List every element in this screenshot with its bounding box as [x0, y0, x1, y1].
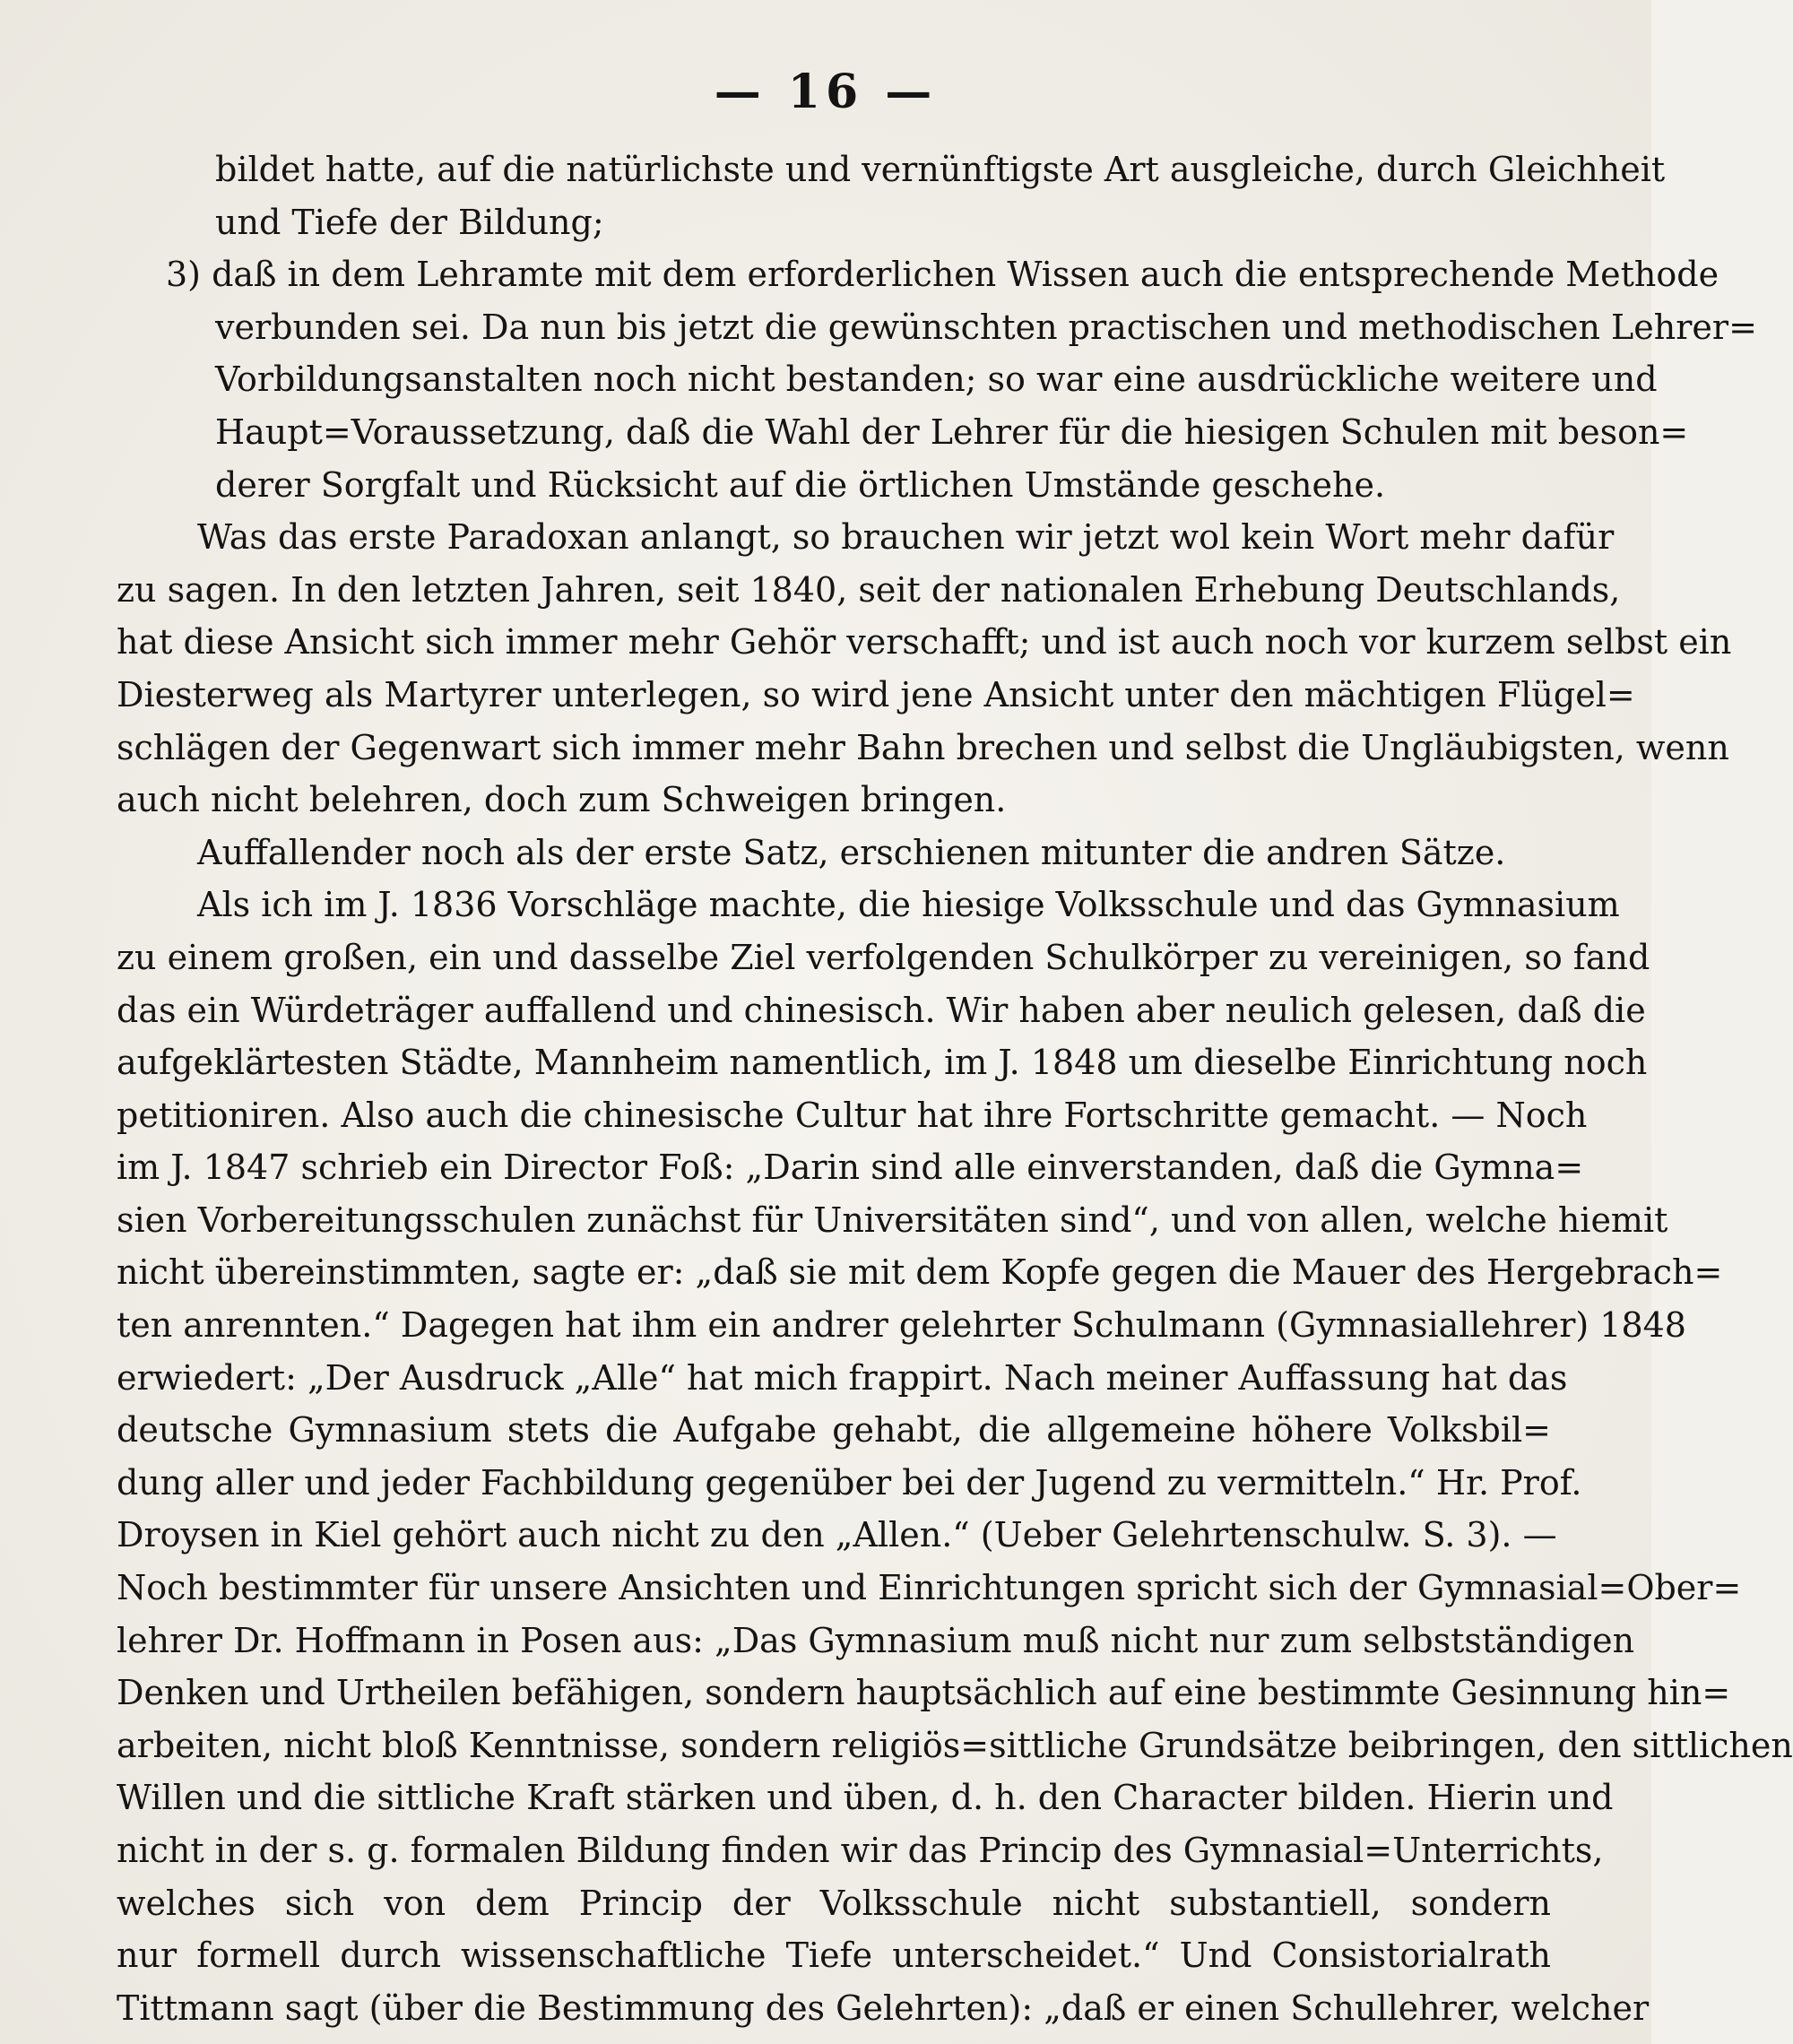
text-line: verbunden sei. Da nun bis jetzt die gewünschten practischen und methodischen Lehrer=	[215, 307, 1757, 347]
text-line: schlägen der Gegenwart sich immer mehr Bahn brechen und selbst die Ungläubigsten, wenn	[117, 727, 1729, 767]
text-line: aufgeklärtesten Städte, Mannheim namentlich, im J. 1848 um dieselbe Einrichtung noch	[117, 1043, 1648, 1083]
text-line: nur formell durch wissenschaftliche Tiefe unterscheidet.“ Und Consistorialrath	[117, 1936, 1551, 1976]
text-line: deutsche Gymnasium stets die Aufgabe gehabt, die allgemeine höhere Volksbil=	[117, 1410, 1551, 1451]
text-line: das ein Würdeträger auffallend und chinesisch. Wir haben aber neulich gelesen, daß die	[117, 990, 1646, 1030]
text-line: zu einem großen, ein und dasselbe Ziel verfolgenden Schulkörper zu vereinigen, so fand	[117, 937, 1650, 977]
text-line: lehrer Dr. Hoffmann in Posen aus: „Das Gymnasium muß nicht nur zum selbstständigen	[117, 1620, 1635, 1660]
text-line: sien Vorbereitungsschulen zunächst für Universitäten sind“, und von allen, welche hiemit	[117, 1200, 1668, 1240]
text-line: petitioniren. Also auch die chinesische Cultur hat ihre Fortschritte gemacht. — Noch	[117, 1095, 1588, 1135]
text-line: Denken und Urtheilen befähigen, sondern hauptsächlich auf eine bestimmte Gesinnung hin=	[117, 1673, 1731, 1713]
text-line: und Tiefe der Bildung;	[215, 202, 604, 242]
text-line: Vorbildungsanstalten noch nicht bestanden; so war eine ausdrückliche weitere und	[215, 359, 1658, 400]
text-line: Was das erste Paradoxan anlangt, so brauchen wir jetzt wol kein Wort mehr dafür	[197, 517, 1615, 558]
text-line: Diesterweg als Martyrer unterlegen, so wird jene Ansicht unter den mächtigen Flügel=	[117, 674, 1635, 715]
text-line: Als ich im J. 1836 Vorschläge machte, die hiesige Volksschule und das Gymnasium	[197, 885, 1620, 925]
page-body-text	[117, 143, 1793, 2034]
text-line: Noch bestimmter für unsere Ansichten und Einrichtungen spricht sich der Gymnasial=Ober=	[117, 1568, 1742, 1608]
text-line: erwiedert: „Der Ausdruck „Alle“ hat mich frappirt. Nach meiner Auffassung hat das	[117, 1357, 1568, 1398]
text-line: ten anrennten.“ Dagegen hat ihm ein andrer gelehrter Schulmann (Gymnasiallehrer) 1848	[117, 1305, 1686, 1346]
page-number: — 16 —	[714, 65, 938, 119]
text-line: bildet hatte, auf die natürlichste und vernünftigste Art ausgleiche, durch Gleichheit	[215, 150, 1666, 189]
text-line: welches sich von dem Princip der Volksschule nicht substantiell, sondern	[117, 1883, 1551, 1923]
text-line: nicht übereinstimmten, sagte er: „daß sie mit dem Kopfe gegen die Mauer des Hergebrach=	[117, 1252, 1723, 1293]
text-line: Droysen in Kiel gehört auch nicht zu den „Allen.“ (Ueber Gelehrtenschulw. S. 3). —	[117, 1515, 1557, 1555]
text-line: Haupt=Voraussetzung, daß die Wahl der Lehrer für die hiesigen Schulen mit beson=	[215, 411, 1689, 452]
text-line: zu sagen. In den letzten Jahren, seit 1840, seit der nationalen Erhebung Deutschlands,	[117, 569, 1621, 610]
text-line: nicht in der s. g. formalen Bildung finden wir das Princip des Gymnasial=Unterrichts,	[117, 1831, 1604, 1870]
text-line: im J. 1847 schrieb ein Director Foß: „Darin sind alle einverstanden, daß die Gymna=	[117, 1148, 1584, 1188]
text-line: hat diese Ansicht sich immer mehr Gehör verschafft; und ist auch noch vor kurzem selbst ein	[117, 622, 1732, 663]
text-line: 3) daß in dem Lehramte mit dem erforderlichen Wissen auch die entsprechende Methode	[166, 255, 1719, 295]
text-line: auch nicht belehren, doch zum Schweigen bringen.	[117, 780, 1007, 820]
text-line: derer Sorgfalt und Rücksicht auf die örtlichen Umstände geschehe.	[215, 464, 1386, 505]
text-line: Auffallender noch als der erste Satz, erschienen mitunter die andren Sätze.	[197, 832, 1506, 872]
text-line: Willen und die sittliche Kraft stärken und üben, d. h. den Character bilden. Hierin und	[117, 1778, 1614, 1818]
text-line: arbeiten, nicht bloß Kenntnisse, sondern religiös=sittliche Grundsätze beibringen, den sittlichen	[117, 1725, 1793, 1765]
text-line: dung aller und jeder Fachbildung gegenüber bei der Jugend zu vermitteln.“ Hr. Prof.	[117, 1462, 1582, 1503]
text-line: Tittmann sagt (über die Bestimmung des Gelehrten): „daß er einen Schullehrer, welcher	[117, 1988, 1650, 2028]
